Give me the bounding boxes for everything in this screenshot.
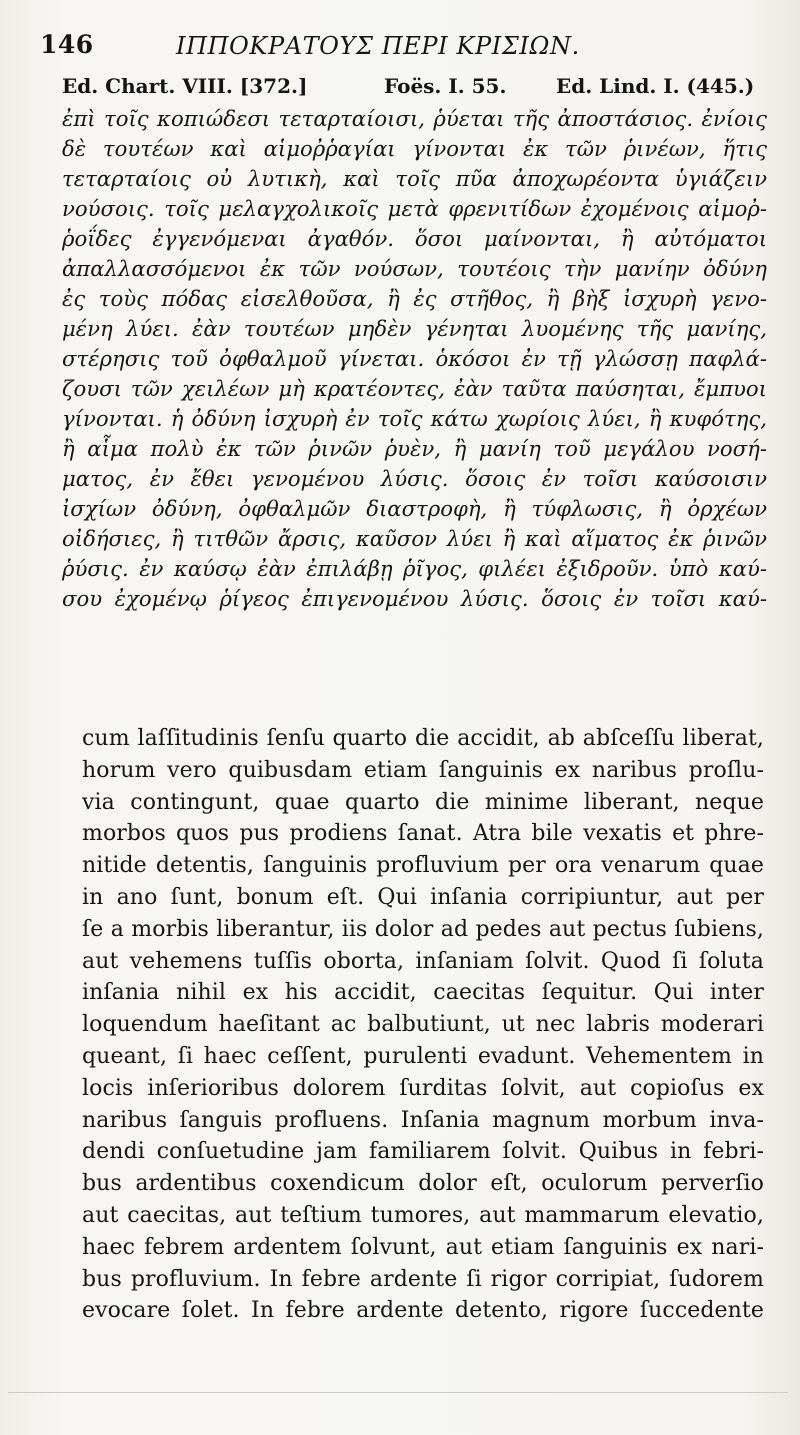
- latin-line: nitide detentis, ſanguinis profluvium per ora venarum quae: [82, 853, 764, 879]
- chartier-edition-reference: Ed. Chart. VIII. [372.]: [62, 74, 308, 98]
- greek-line: δὲ τουτέων καὶ αἱμοῤῥαγίαι γίνονται ἐκ τῶν ῥινέων, ἥτις: [62, 136, 767, 161]
- latin-line: morbos quos pus prodiens ſanat. Atra bile vexatis et phre-: [82, 821, 764, 847]
- latin-line: via contingunt, quae quarto die minime liberant, neque: [82, 789, 764, 815]
- linden-edition-reference: Ed. Lind. I. (445.): [556, 74, 755, 98]
- latin-line: loquendum haeſitant ac balbutiunt, ut nec labris moderari: [82, 1012, 764, 1038]
- latin-line: queant, ſi haec ceſſent, purulenti evadunt. Vehementem in: [82, 1043, 764, 1069]
- latin-line: bus profluvium. In febre ardente ſi rigor corripiat, ſudorem: [82, 1266, 764, 1292]
- running-title: ΙΠΠΟΚΡΑΤΟΥΣ ΠΕΡΙ ΚΡΙΣΙΩΝ.: [176, 32, 580, 60]
- running-header: [40, 30, 770, 64]
- greek-line: ῥοΐδες ἐγγενόμεναι ἀγαθόν. ὅσοι μαίνονται, ἢ αὐτόματοι: [62, 226, 767, 251]
- latin-line: horum vero quibusdam etiam ſanguinis ex naribus proſlu-: [82, 757, 764, 783]
- page-edge-shadow: [8, 1392, 788, 1393]
- greek-line: ζουσι τῶν χειλέων μὴ κρατέοντες, ἐὰν ταῦτα παύσηται, ἔμπυοι: [62, 376, 767, 401]
- greek-line: ματος, ἐν ἔθει γενομένου λύσις. ὅσοις ἐν τοῖσι καύσοισιν: [62, 466, 767, 491]
- latin-line: haec febrem ardentem ſolvunt, aut etiam ſanguinis ex nari-: [82, 1234, 764, 1260]
- greek-line: ῥύσις. ἐν καύσῳ ἐὰν ἐπιλάβῃ ῥῖγος, φιλέει ἐξιδροῦν. ὑπὸ καύ-: [62, 556, 767, 581]
- greek-line: σου ἐχομένῳ ῥίγεος ἐπιγενομένου λύσις. ὅσοις ἐν τοῖσι καύ-: [62, 586, 767, 611]
- greek-line: οἰδήσιες, ἢ τιτθῶν ἄρσις, καῦσον λύει ἢ καὶ αἵματος ἐκ ῥινῶν: [62, 526, 767, 551]
- greek-line: νούσοις. τοῖς μελαγχολικοῖς μετὰ φρενιτίδων ἐχομένοις αἱμοῤ-: [62, 196, 767, 221]
- greek-line: μένη λύει. ἐὰν τουτέων μηδὲν γένηται λυομένης τῆς μανίης,: [62, 316, 767, 341]
- greek-line: ἰσχίων ὀδύνη, ὀφθαλμῶν διαστροφὴ, ἢ τύφλωσις, ἢ ὀρχέων: [62, 496, 767, 521]
- latin-line: inſania nihil ex his accidit, caecitas ſequitur. Qui inter: [82, 980, 764, 1006]
- latin-line: evocare ſolet. In febre ardente detento, rigore ſuccedente: [82, 1298, 764, 1324]
- greek-text-block: [62, 104, 767, 614]
- greek-line: γίνονται. ἡ ὀδύνη ἰσχυρὴ ἐν τοῖς κάτω χωρίοις λύει, ἢ κυφότης,: [62, 406, 767, 431]
- latin-line: aut caecitas, aut teſtium tumores, aut mammarum elevatio,: [82, 1202, 764, 1228]
- page-number: 146: [40, 30, 94, 59]
- greek-line: ἐς τοὺς πόδας εἰσελθοῦσα, ἢ ἐς στῆθος, ἢ βὴξ ἰσχυρὴ γενο-: [62, 286, 767, 311]
- latin-line: naribus ſanguis profluens. Inſania magnum morbum inva-: [82, 1107, 764, 1133]
- latin-translation-block: [82, 723, 764, 1327]
- greek-line: ἀπαλλασσόμενοι ἐκ τῶν νούσων, τουτέοις τὴν μανίην ὀδύνη: [62, 256, 767, 281]
- edition-references: [62, 74, 765, 106]
- greek-line: στέρησις τοῦ ὀφθαλμοῦ γίνεται. ὁκόσοι ἐν τῇ γλώσσῃ παφλά-: [62, 346, 767, 371]
- latin-line: ſe a morbis liberantur, iis dolor ad pedes aut pectus ſubiens,: [82, 916, 764, 942]
- latin-line: bus ardentibus coxendicum dolor eſt, oculorum perverſio: [82, 1171, 764, 1197]
- latin-line: in ano ſunt, bonum eſt. Qui inſania corripiuntur, aut per: [82, 884, 764, 910]
- latin-line: locis inſerioribus dolorem ſurditas ſolvit, aut copioſus ex: [82, 1075, 764, 1101]
- foesius-edition-reference: Foës. I. 55.: [384, 74, 507, 98]
- latin-line: cum laſſitudinis ſenſu quarto die accidit, ab abſceſſu liberat,: [82, 726, 764, 751]
- greek-line: τεταρταίοις οὐ λυτικὴ, καὶ τοῖς πῦα ἀποχωρέοντα ὑγιάζειν: [62, 166, 767, 191]
- greek-line: ἢ αἷμα πολὺ ἐκ τῶν ῥινῶν ῥυὲν, ἢ μανίη τοῦ μεγάλου νοσή-: [62, 436, 767, 461]
- greek-line: ἐπὶ τοῖς κοπιώδεσι τεταρταίοισι, ῥύεται τῆς ἀποστάσιος. ἐνίοις: [62, 106, 767, 131]
- latin-line: dendi conſuetudine jam familiarem ſolvit. Quibus in febri-: [82, 1139, 764, 1165]
- latin-line: aut vehemens tuſſis oborta, inſaniam ſolvit. Quod ſi ſoluta: [82, 948, 764, 974]
